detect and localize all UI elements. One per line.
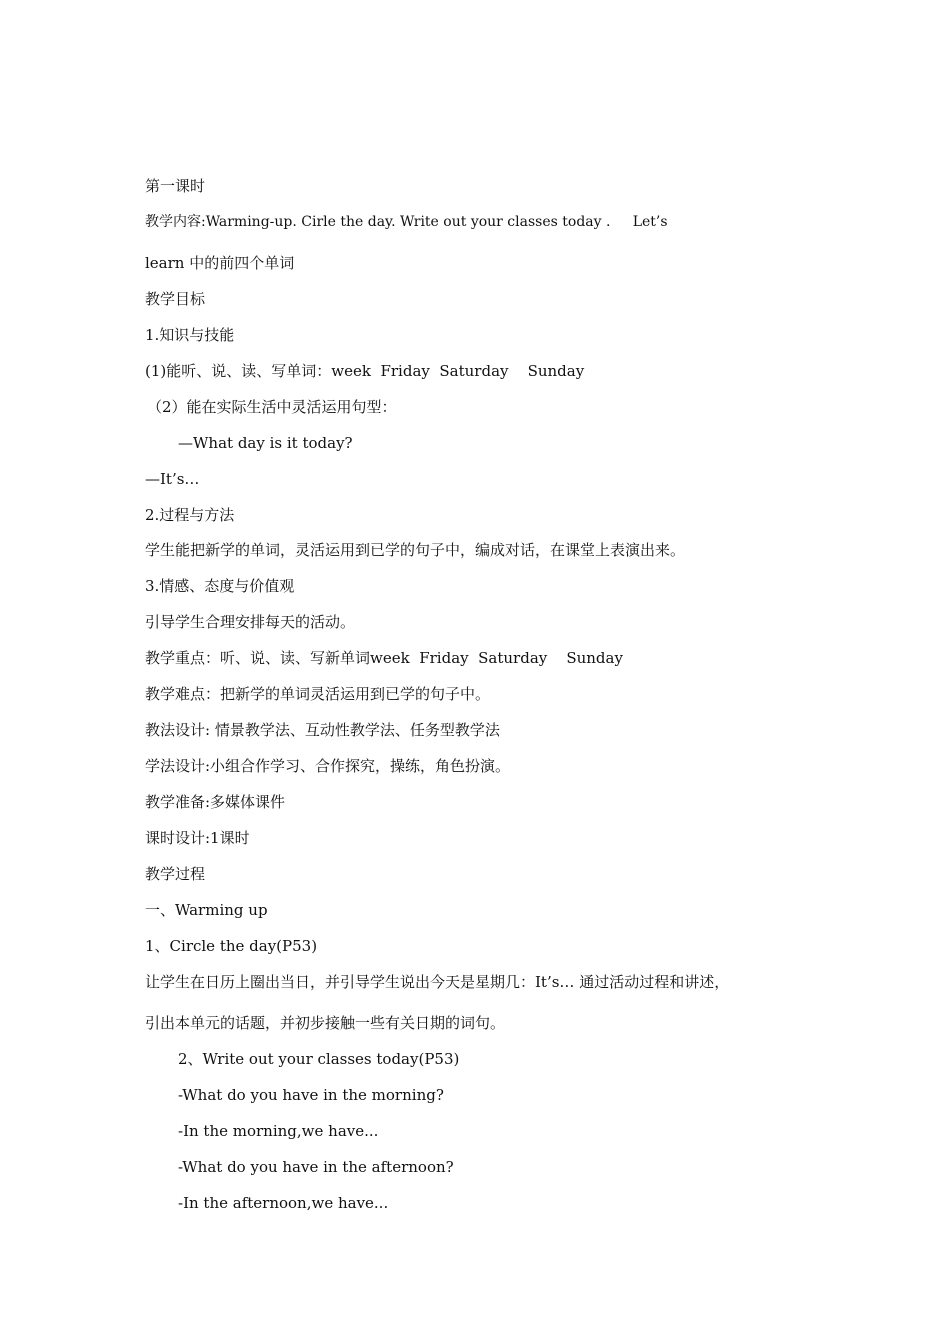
step-1-description: 让学生在日历上圈出当日，并引导学生说出今天是星期几：It’s… 通过活动过程和讲述，	[145, 973, 730, 991]
teaching-content-continued: learn 中的前四个单词	[145, 254, 295, 272]
difficult-points: 教学难点：把新学的单词灵活运用到已学的句子中。	[145, 685, 491, 703]
teaching-methods: 教法设计: 情景教学法、互动性教学法、任务型教学法	[145, 721, 500, 739]
dialogue-afternoon-question: -What do you have in the afternoon?	[178, 1158, 454, 1176]
dialogue-morning-question: -What do you have in the morning?	[178, 1086, 444, 1104]
objective-3-text: 引导学生合理安排每天的活动。	[145, 613, 356, 631]
lesson-design: 课时设计:1课时	[145, 829, 250, 847]
dialogue-question: —What day is it today?	[178, 434, 353, 452]
teaching-content-line: 教学内容:Warming-up. Cirle the day. Write out your classes today . Let’s	[145, 214, 668, 230]
dialogue-afternoon-answer: -In the afternoon,we have...	[178, 1194, 389, 1212]
objective-1-item-1: (1)能听、说、读、写单词：week Friday Saturday Sunday	[145, 362, 585, 380]
learning-methods: 学法设计:小组合作学习、合作探究，操练，角色扮演。	[145, 757, 511, 775]
dialogue-answer: —It’s…	[145, 470, 200, 488]
dialogue-morning-answer: -In the morning,we have...	[178, 1122, 379, 1140]
objective-1-heading: 1.知识与技能	[145, 326, 235, 344]
section-warming-up: 一、Warming up	[145, 901, 268, 919]
objective-3-heading: 3.情感、态度与价值观	[145, 577, 295, 595]
step-write-out-classes: 2、Write out your classes today(P53)	[178, 1050, 460, 1068]
objectives-heading: 教学目标	[145, 290, 206, 308]
teaching-preparation: 教学准备:多媒体课件	[145, 793, 286, 811]
objective-2-text: 学生能把新学的单词，灵活运用到已学的句子中，编成对话，在课堂上表演出来。	[145, 541, 686, 559]
key-points: 教学重点：听、说、读、写新单词week Friday Saturday Sunday	[145, 649, 623, 667]
lesson-title: 第一课时	[145, 177, 206, 195]
objective-2-heading: 2.过程与方法	[145, 506, 235, 524]
step-circle-the-day: 1、Circle the day(P53)	[145, 937, 318, 955]
teaching-process-heading: 教学过程	[145, 865, 206, 883]
objective-1-item-2: （2）能在实际生活中灵活运用句型：	[147, 398, 397, 416]
step-1-description-continued: 引出本单元的话题，并初步接触一些有关日期的词句。	[145, 1014, 506, 1032]
